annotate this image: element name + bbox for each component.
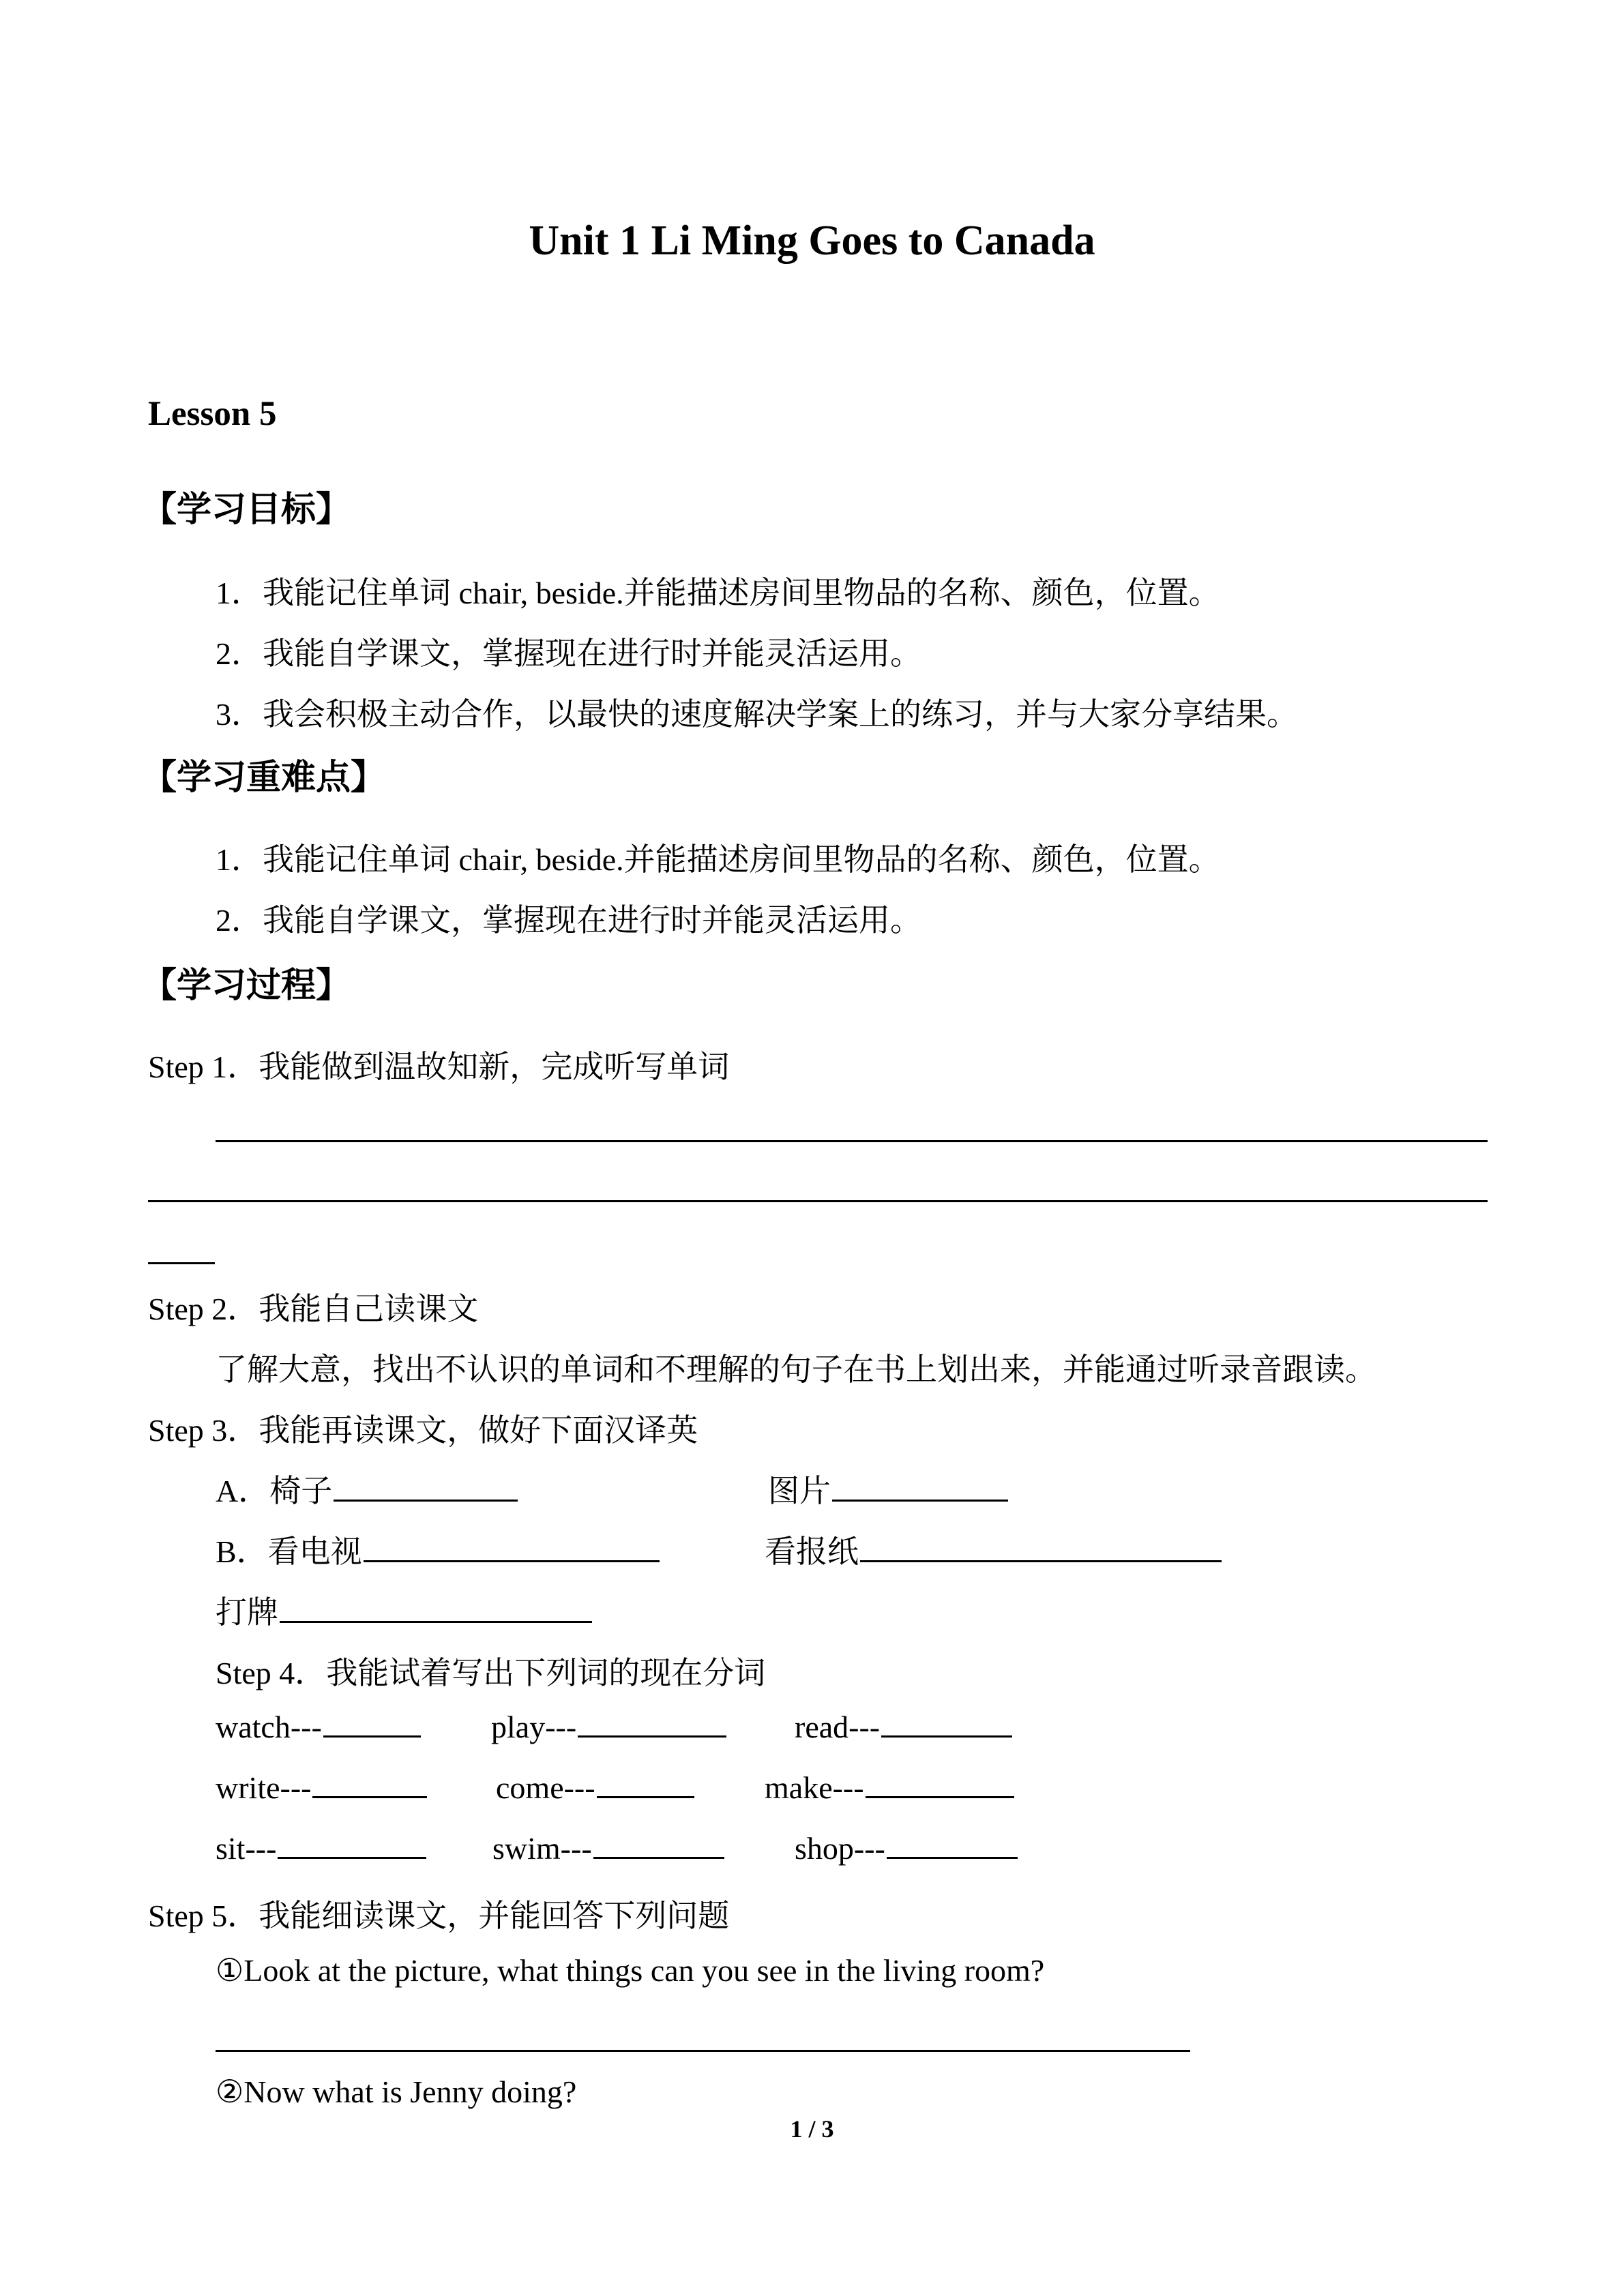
participle-item [795, 1709, 1012, 1745]
step4-label: Step 4．我能试着写出下列词的现在分词 [216, 1656, 766, 1690]
step1-answer-line[interactable] [148, 1200, 1488, 1202]
participle-word: read--- [795, 1710, 881, 1744]
participle-blank[interactable] [578, 1735, 726, 1738]
objective-item: 1．我能记住单词 chair, beside.并能描述房间里物品的名称、颜色，位置。 [216, 576, 1220, 610]
process-heading: 【学习过程】 [142, 967, 351, 1005]
participle-blank[interactable] [597, 1795, 694, 1798]
participle-item [496, 1770, 694, 1806]
objectives-heading: 【学习目标】 [142, 491, 351, 529]
participle-item [765, 1770, 1014, 1806]
objective-item: 2．我能自学课文，掌握现在进行时并能灵活运用。 [216, 636, 921, 671]
key-points-heading: 【学习重难点】 [142, 759, 386, 797]
participle-blank[interactable] [593, 1856, 724, 1859]
participle-item [795, 1830, 1018, 1866]
step3-label: Step 3．我能再读课文，做好下面汉译英 [148, 1413, 698, 1448]
step5-label: Step 5．我能细读课文，并能回答下列问题 [148, 1898, 730, 1933]
translation-label: 打牌 [216, 1595, 278, 1630]
participle-blank[interactable] [866, 1795, 1014, 1798]
translation-label: 看报纸 [765, 1534, 859, 1569]
participle-word: watch--- [216, 1710, 322, 1744]
question-1-answer-line[interactable] [216, 2050, 1190, 2052]
translation-label: 图片 [768, 1474, 831, 1508]
key-point-item: 1．我能记住单词 chair, beside.并能描述房间里物品的名称、颜色，位置。 [216, 842, 1220, 877]
translation-item-chair [216, 1466, 518, 1511]
participle-item [216, 1770, 427, 1806]
translation-blank[interactable] [860, 1560, 1222, 1562]
translation-item-picture [768, 1466, 1008, 1511]
translation-item-play-cards [216, 1587, 592, 1632]
translation-item-read-newspaper [765, 1527, 1222, 1572]
participle-blank[interactable] [887, 1856, 1018, 1859]
participle-item [216, 1709, 421, 1745]
participle-word: play--- [491, 1710, 577, 1744]
participle-blank[interactable] [881, 1735, 1012, 1738]
step1-answer-line[interactable] [216, 1140, 1488, 1142]
participle-item [492, 1830, 724, 1866]
translation-blank[interactable] [334, 1499, 518, 1502]
translation-blank[interactable] [364, 1560, 660, 1562]
translation-item-watch-tv [216, 1527, 660, 1572]
step2-label: Step 2．我能自己读课文 [148, 1292, 479, 1326]
page-title: Unit 1 Li Ming Goes to Canada [529, 218, 1095, 264]
step1-answer-line[interactable] [148, 1262, 215, 1264]
objective-item: 3．我会积极主动合作，以最快的速度解决学案上的练习，并与大家分享结果。 [216, 697, 1298, 732]
lesson-label: Lesson 5 [148, 395, 277, 433]
participle-word: make--- [765, 1770, 864, 1805]
translation-blank[interactable] [280, 1620, 592, 1623]
translation-blank[interactable] [832, 1499, 1008, 1502]
page-number: 1 / 3 [790, 2115, 834, 2143]
step1-label: Step 1．我能做到温故知新，完成听写单词 [148, 1049, 730, 1084]
question-2: ②Now what is Jenny doing? [216, 2074, 577, 2109]
participle-item [491, 1709, 726, 1745]
key-point-item: 2．我能自学课文，掌握现在进行时并能灵活运用。 [216, 903, 921, 938]
participle-blank[interactable] [323, 1735, 421, 1738]
participle-word: sit--- [216, 1831, 277, 1866]
participle-word: shop--- [795, 1831, 885, 1866]
step2-description: 了解大意，找出不认识的单词和不理解的句子在书上划出来，并能通过听录音跟读。 [216, 1352, 1376, 1387]
participle-word: swim--- [492, 1831, 592, 1866]
participle-word: write--- [216, 1770, 312, 1805]
participle-blank[interactable] [278, 1856, 426, 1859]
question-1: ①Look at the picture, what things can you see in the living room? [216, 1953, 1045, 1988]
translation-label: B．看电视 [216, 1534, 362, 1569]
participle-word: come--- [496, 1770, 595, 1805]
participle-blank[interactable] [312, 1795, 427, 1798]
translation-label: A．椅子 [216, 1474, 333, 1508]
participle-item [216, 1830, 426, 1866]
